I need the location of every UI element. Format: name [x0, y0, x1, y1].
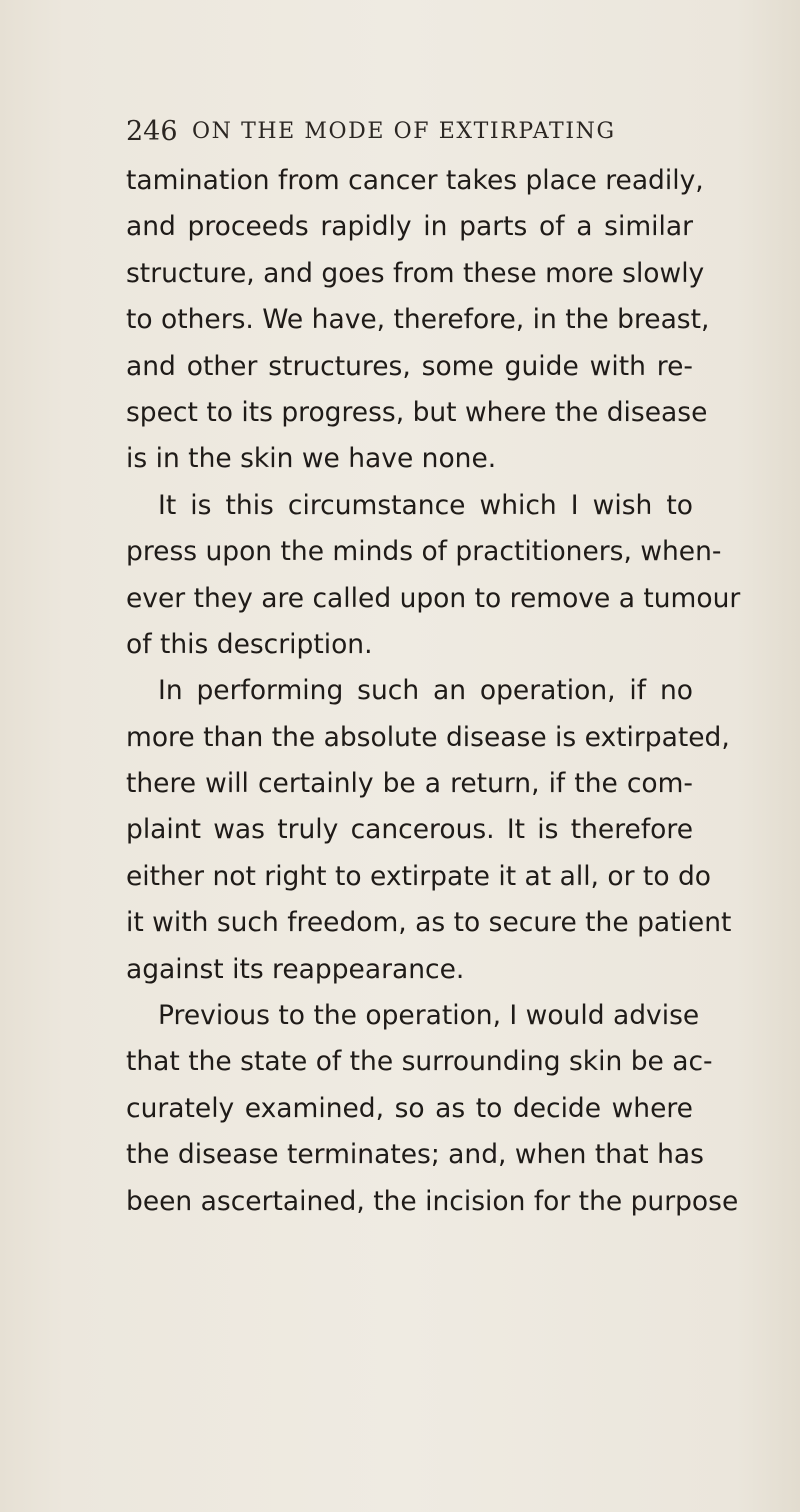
text-line: In performing such an operation, if no: [158, 675, 693, 707]
text-line: is in the skin we have none.: [126, 443, 497, 475]
text-line: been ascertained, the incision for the purpose: [126, 1185, 739, 1217]
body-text: [126, 158, 741, 1225]
text-line: to others. We have, therefore, in the breast,: [126, 304, 710, 336]
text-line: curately examined, so as to decide where: [126, 1092, 693, 1124]
text-line: that the state of the surrounding skin be ac-: [126, 1046, 713, 1078]
text-line: Previous to the operation, I would advise: [158, 1000, 700, 1032]
page-number: 246: [126, 116, 178, 147]
text-line: and other structures, some guide with re-: [126, 350, 693, 382]
text-line: spect to its progress, but where the disease: [126, 396, 708, 428]
text-line: of this description.: [126, 628, 373, 660]
text-line: tamination from cancer takes place readily,: [126, 165, 704, 196]
text-line: It is this circumstance which I wish to: [158, 489, 693, 521]
text-line: and proceeds rapidly in parts of a similar: [126, 211, 693, 243]
text-line: against its reappearance.: [126, 953, 465, 985]
text-line: either not right to extirpate it at all, or to do: [126, 860, 711, 892]
text-line: ever they are called upon to remove a tumour: [126, 582, 741, 614]
text-line: there will certainly be a return, if the com-: [126, 768, 693, 800]
running-head: ON THE MODE OF EXTIRPATING: [192, 119, 616, 144]
text-line: press upon the minds of practitioners, when-: [126, 536, 722, 568]
text-line: structure, and goes from these more slowly: [126, 257, 705, 289]
text-line: it with such freedom, as to secure the patient: [126, 907, 732, 939]
text-line: plaint was truly cancerous. It is therefore: [126, 814, 693, 846]
page-header: [126, 112, 686, 152]
text-line: the disease terminates; and, when that has: [126, 1139, 704, 1171]
text-line: more than the absolute disease is extirpated,: [126, 721, 730, 753]
